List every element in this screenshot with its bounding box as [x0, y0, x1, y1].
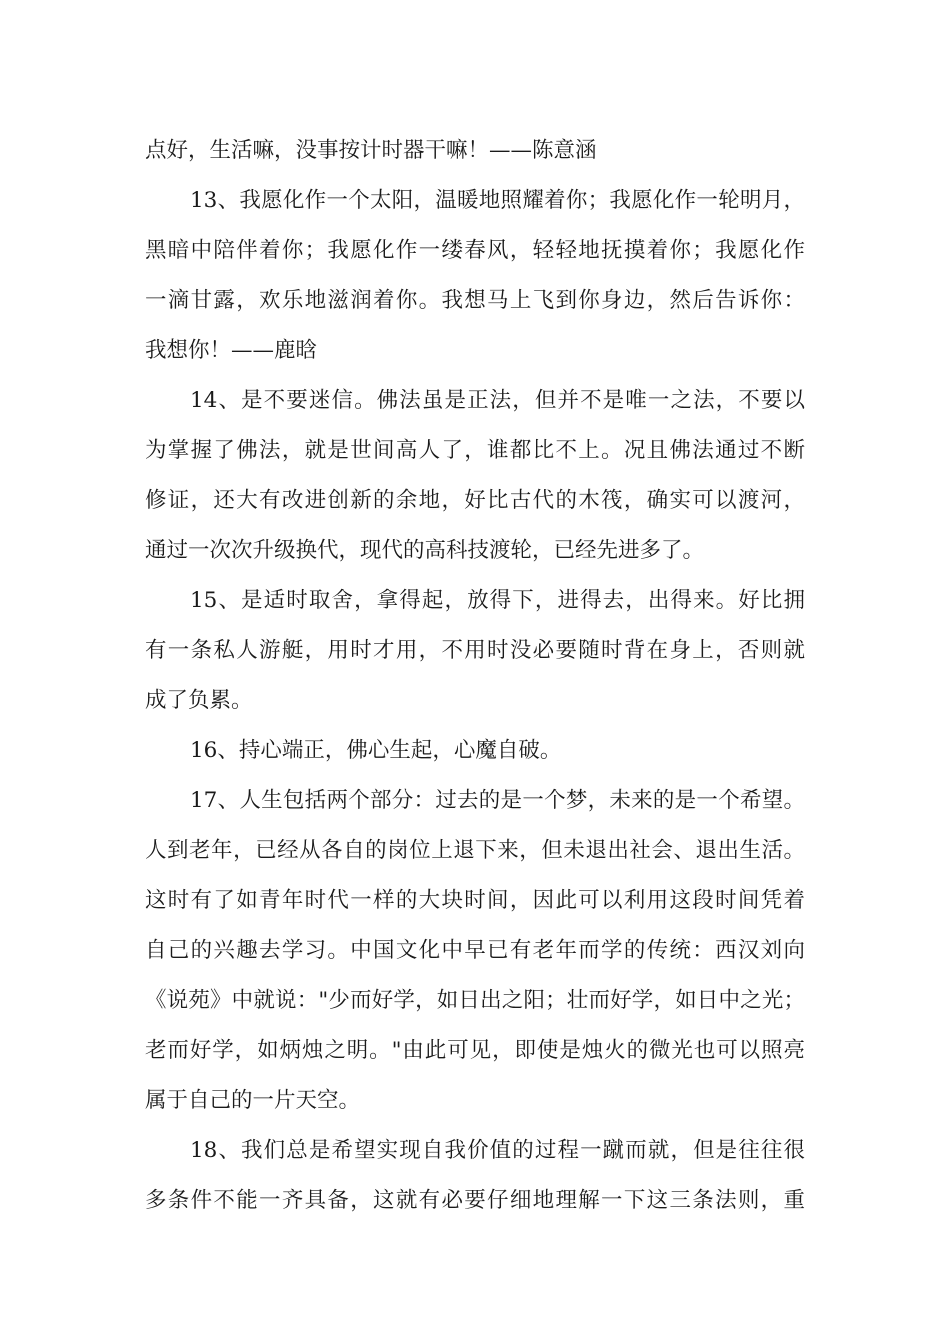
paragraph-16-line-1: 16、持心端正，佛心生起，心魔自破。	[190, 738, 562, 763]
paragraph-17-line-1: 17、人生包括两个部分：过去的是一个梦，未来的是一个希望。	[190, 788, 805, 813]
text-line: 《说苑》中就说："少而好学，如日出之阳；壮而好学，如日中之光；	[145, 988, 805, 1013]
text-line: 我想你！——鹿晗	[145, 338, 318, 363]
paragraph-18-line-1: 18、我们总是希望实现自我价值的过程一蹴而就，但是往往很	[190, 1138, 805, 1163]
paragraph-15-line-1: 15、是适时取舍，拿得起，放得下，进得去，出得来。好比拥	[190, 588, 805, 613]
text-line: 自己的兴趣去学习。中国文化中早已有老年而学的传统：西汉刘向	[145, 938, 805, 963]
text-line: 通过一次次升级换代，现代的高科技渡轮，已经先进多了。	[145, 538, 705, 563]
text-line: 老而好学，如炳烛之明。"由此可见，即使是烛火的微光也可以照亮	[145, 1038, 805, 1063]
text-line: 成了负累。	[145, 688, 253, 713]
paragraph-13-line-1: 13、我愿化作一个太阳，温暖地照耀着你；我愿化作一轮明月，	[190, 188, 805, 213]
text-line: 属于自己的一片天空。	[145, 1088, 361, 1113]
text-line: 为掌握了佛法，就是世间高人了，谁都比不上。况且佛法通过不断	[145, 438, 805, 463]
text-line: 这时有了如青年时代一样的大块时间，因此可以利用这段时间凭着	[145, 888, 805, 913]
text-line: 人到老年，已经从各自的岗位上退下来，但未退出社会、退出生活。	[145, 838, 805, 863]
text-line: 点好，生活嘛，没事按计时器干嘛！——陈意涵	[145, 138, 597, 163]
text-line: 黑暗中陪伴着你；我愿化作一缕春风，轻轻地抚摸着你；我愿化作	[145, 238, 805, 263]
text-line: 一滴甘露，欢乐地滋润着你。我想马上飞到你身边，然后告诉你：	[145, 288, 805, 313]
paragraph-14-line-1: 14、是不要迷信。佛法虽是正法，但并不是唯一之法，不要以	[190, 388, 805, 413]
text-line: 有一条私人游艇，用时才用，不用时没必要随时背在身上，否则就	[145, 638, 805, 663]
text-line: 多条件不能一齐具备，这就有必要仔细地理解一下这三条法则，重	[145, 1188, 805, 1213]
text-line: 修证，还大有改进创新的余地，好比古代的木筏，确实可以渡河，	[145, 488, 805, 513]
